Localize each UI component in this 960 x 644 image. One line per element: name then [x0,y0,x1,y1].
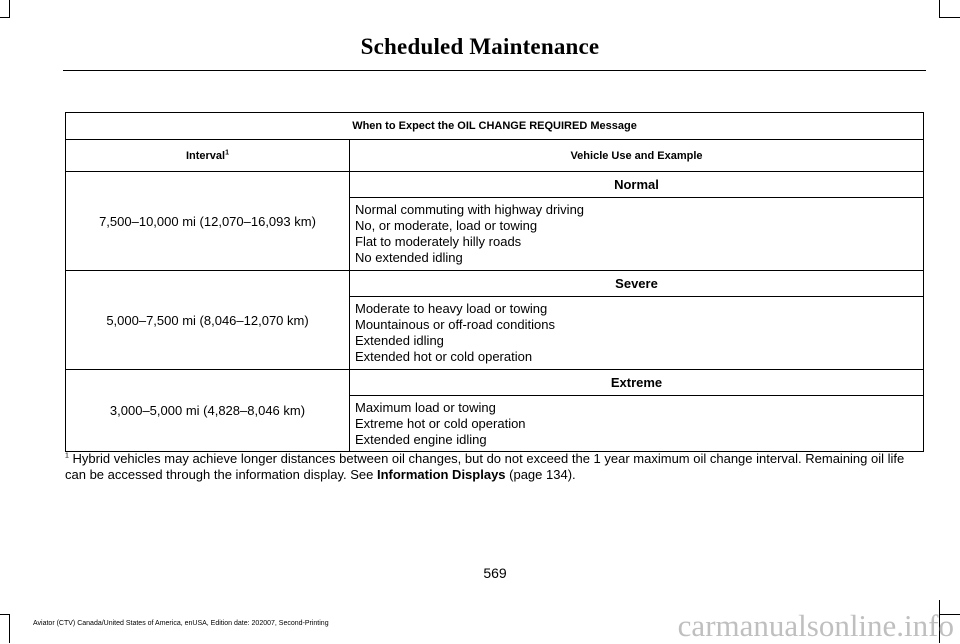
interval-cell: 7,500–10,000 mi (12,070–16,093 km) [66,172,350,271]
category-normal: Normal [350,172,924,198]
crop-mark-top-right-h [939,17,960,18]
oil-change-table [65,112,924,452]
information-displays-link[interactable]: Information Displays [376,467,506,482]
use-item: No extended idling [355,250,463,265]
use-item: Extreme hot or cold operation [355,416,526,431]
category-extreme: Extreme [350,370,924,396]
footnote-page-ref: (page 134). [505,467,576,482]
column-header-vehicle-use: Vehicle Use and Example [350,140,924,172]
table-caption: When to Expect the OIL CHANGE REQUIRED Message [66,113,924,140]
crop-mark-top-left-v [9,0,10,17]
page-title: Scheduled Maintenance [360,34,600,59]
column-header-interval [66,140,350,172]
column-header-interval-label: Interval [185,149,226,162]
table-row [66,172,924,198]
footnote [65,451,927,483]
crop-mark-top-right-v [939,0,940,17]
table-header-row [66,140,924,172]
watermark: carmanualsonline.info [677,608,954,643]
footnote-text: Hybrid vehicles may achieve longer distances between oil changes, but do not exceed the 1 year maximum oil change interval. Remaining oil life can be accessed through the information display. See [65,451,905,482]
use-item: Mountainous or off-road conditions [355,317,555,332]
uses-cell [350,198,924,271]
uses-cell [350,396,924,452]
footnote-marker-ref: 1 [225,148,230,156]
use-item: Extended engine idling [355,432,487,447]
interval-cell: 5,000–7,500 mi (8,046–12,070 km) [66,271,350,370]
footnote-marker: 1 [65,452,69,460]
use-item: No, or moderate, load or towing [355,218,538,233]
use-item: Extended idling [355,333,444,348]
interval-cell: 3,000–5,000 mi (4,828–8,046 km) [66,370,350,452]
page-number: 569 [483,565,507,581]
table-row [66,271,924,297]
uses-cell [350,297,924,370]
use-item: Normal commuting with highway driving [355,202,585,217]
header-rule [63,70,926,71]
crop-mark-top-left-h [0,17,10,18]
use-item: Maximum load or towing [355,400,496,415]
table-row [66,370,924,396]
category-severe: Severe [350,271,924,297]
use-item: Extended hot or cold operation [355,349,533,364]
use-item: Flat to moderately hilly roads [355,234,522,249]
edition-info: Aviator (CTV) Canada/United States of America, enUSA, Edition date: 202007, Second-Printing [33,620,329,627]
use-item: Moderate to heavy load or towing [355,301,548,316]
crop-mark-bottom-left-v [9,614,10,643]
